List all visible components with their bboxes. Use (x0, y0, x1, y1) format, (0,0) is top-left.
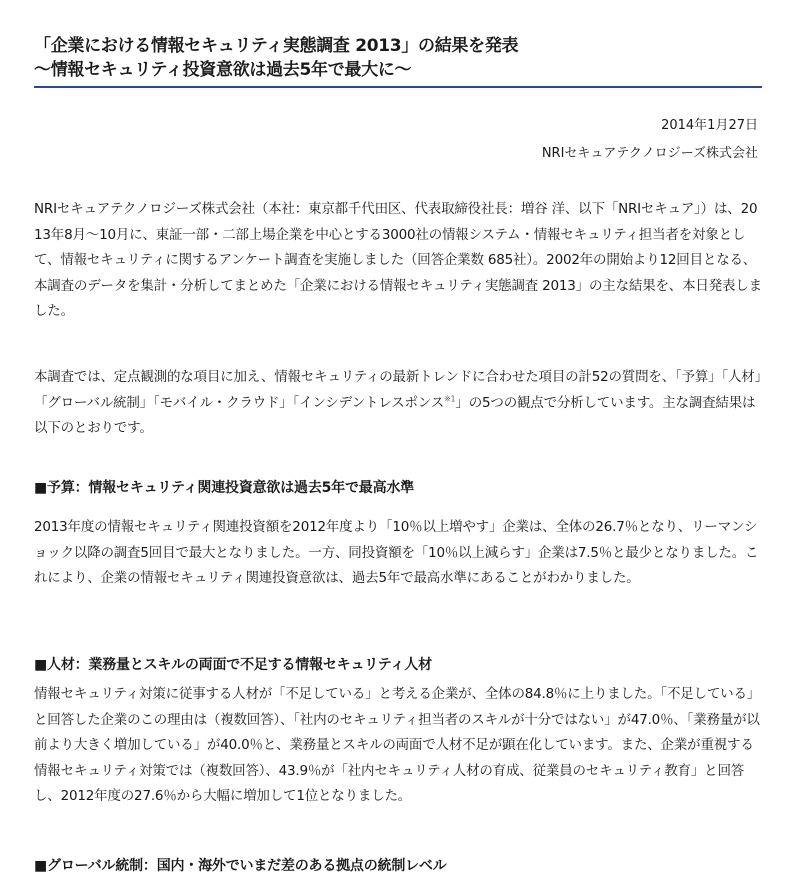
personnel-paragraph: 情報セキュリティ対策に従事する人材が「不足している」と考える企業が、全体の84.8％に上りました。「不足している」と回答した企業のこの理由は（複数回答）、「社内のセキュリティ担当者のスキルが十分ではない」が47.0％、「業務量が以前より大きく増加している」が40.0％と、業務量とスキルの両面で人材不足が顕在化しています。また、企業が重視する情報セキュリティ対策では（複数回答）、43.9％が「社内セキュリティ人材の育成、従業員のセキュリティ教育」と回答し、2012年度の27.6％から大幅に増加して1位となりました。 (34, 686, 761, 804)
section-heading-budget: ■予算：情報セキュリティ関連投資意欲は過去5年で最高水準 (34, 480, 414, 496)
section-heading-personnel: ■人材：業務量とスキルの両面で不足する情報セキュリティ人材 (34, 657, 432, 673)
section-heading-global: ■グローバル統制：国内・海外でいまだ差のある拠点の統制レベル (34, 858, 447, 874)
intro-paragraph: NRIセキュアテクノロジーズ株式会社（本社：東京都千代田区、代表取締役社長：増谷 洋、以下「NRIセキュア」）は、2013年8月～10月に、東証一部・二部上場企業を中心とする3000社の情報システム・情報セキュリティ担当者を対象として、情報セキュリティに関するアンケート調査を実施しました（回答企業数 685社）。2002年の開始より12回目となる、本調査のデータを集計・分析してまとめた「企業における情報セキュリティ実態調査 2013」の主な結果を、本日発表しました。 (34, 201, 762, 319)
title-divider (34, 86, 762, 88)
company-name: NRIセキュアテクノロジーズ株式会社 (541, 146, 758, 161)
budget-paragraph: 2013年度の情報セキュリティ関連投資額を2012年度より「10％以上増やす」企業は、全体の26.7％となり、リーマンショック以降の調査5回目で最大となりました。一方、同投資額を「10％以上減らす」企業は7.5％と最少となりました。これにより、企業の情報セキュリティ関連投資意欲は、過去5年で最高水準にあることがわかりました。 (34, 519, 759, 586)
title-line-2: ～情報セキュリティ投資意欲は過去5年で最大に～ (34, 60, 412, 80)
release-date: 2014年1月27日 (661, 118, 758, 133)
overview-paragraph (34, 365, 764, 442)
overview-text-start: 本調査では、定点観測的な項目に加え、情報セキュリティの最新トレンドに合わせた項目の計52の質問を、「予算」「人材」「グローバル統制」「モバイル・クラウド」「インシデントレスポンス (34, 369, 762, 411)
press-release-title (34, 34, 762, 82)
title-line-1: 「企業における情報セキュリティ実態調査 2013」の結果を発表 (34, 36, 519, 56)
overview-text-end: 」の5つの観点で分析しています。主な調査結果は以下のとおりです。 (34, 394, 756, 436)
footnote-marker: ※1 (444, 394, 456, 403)
